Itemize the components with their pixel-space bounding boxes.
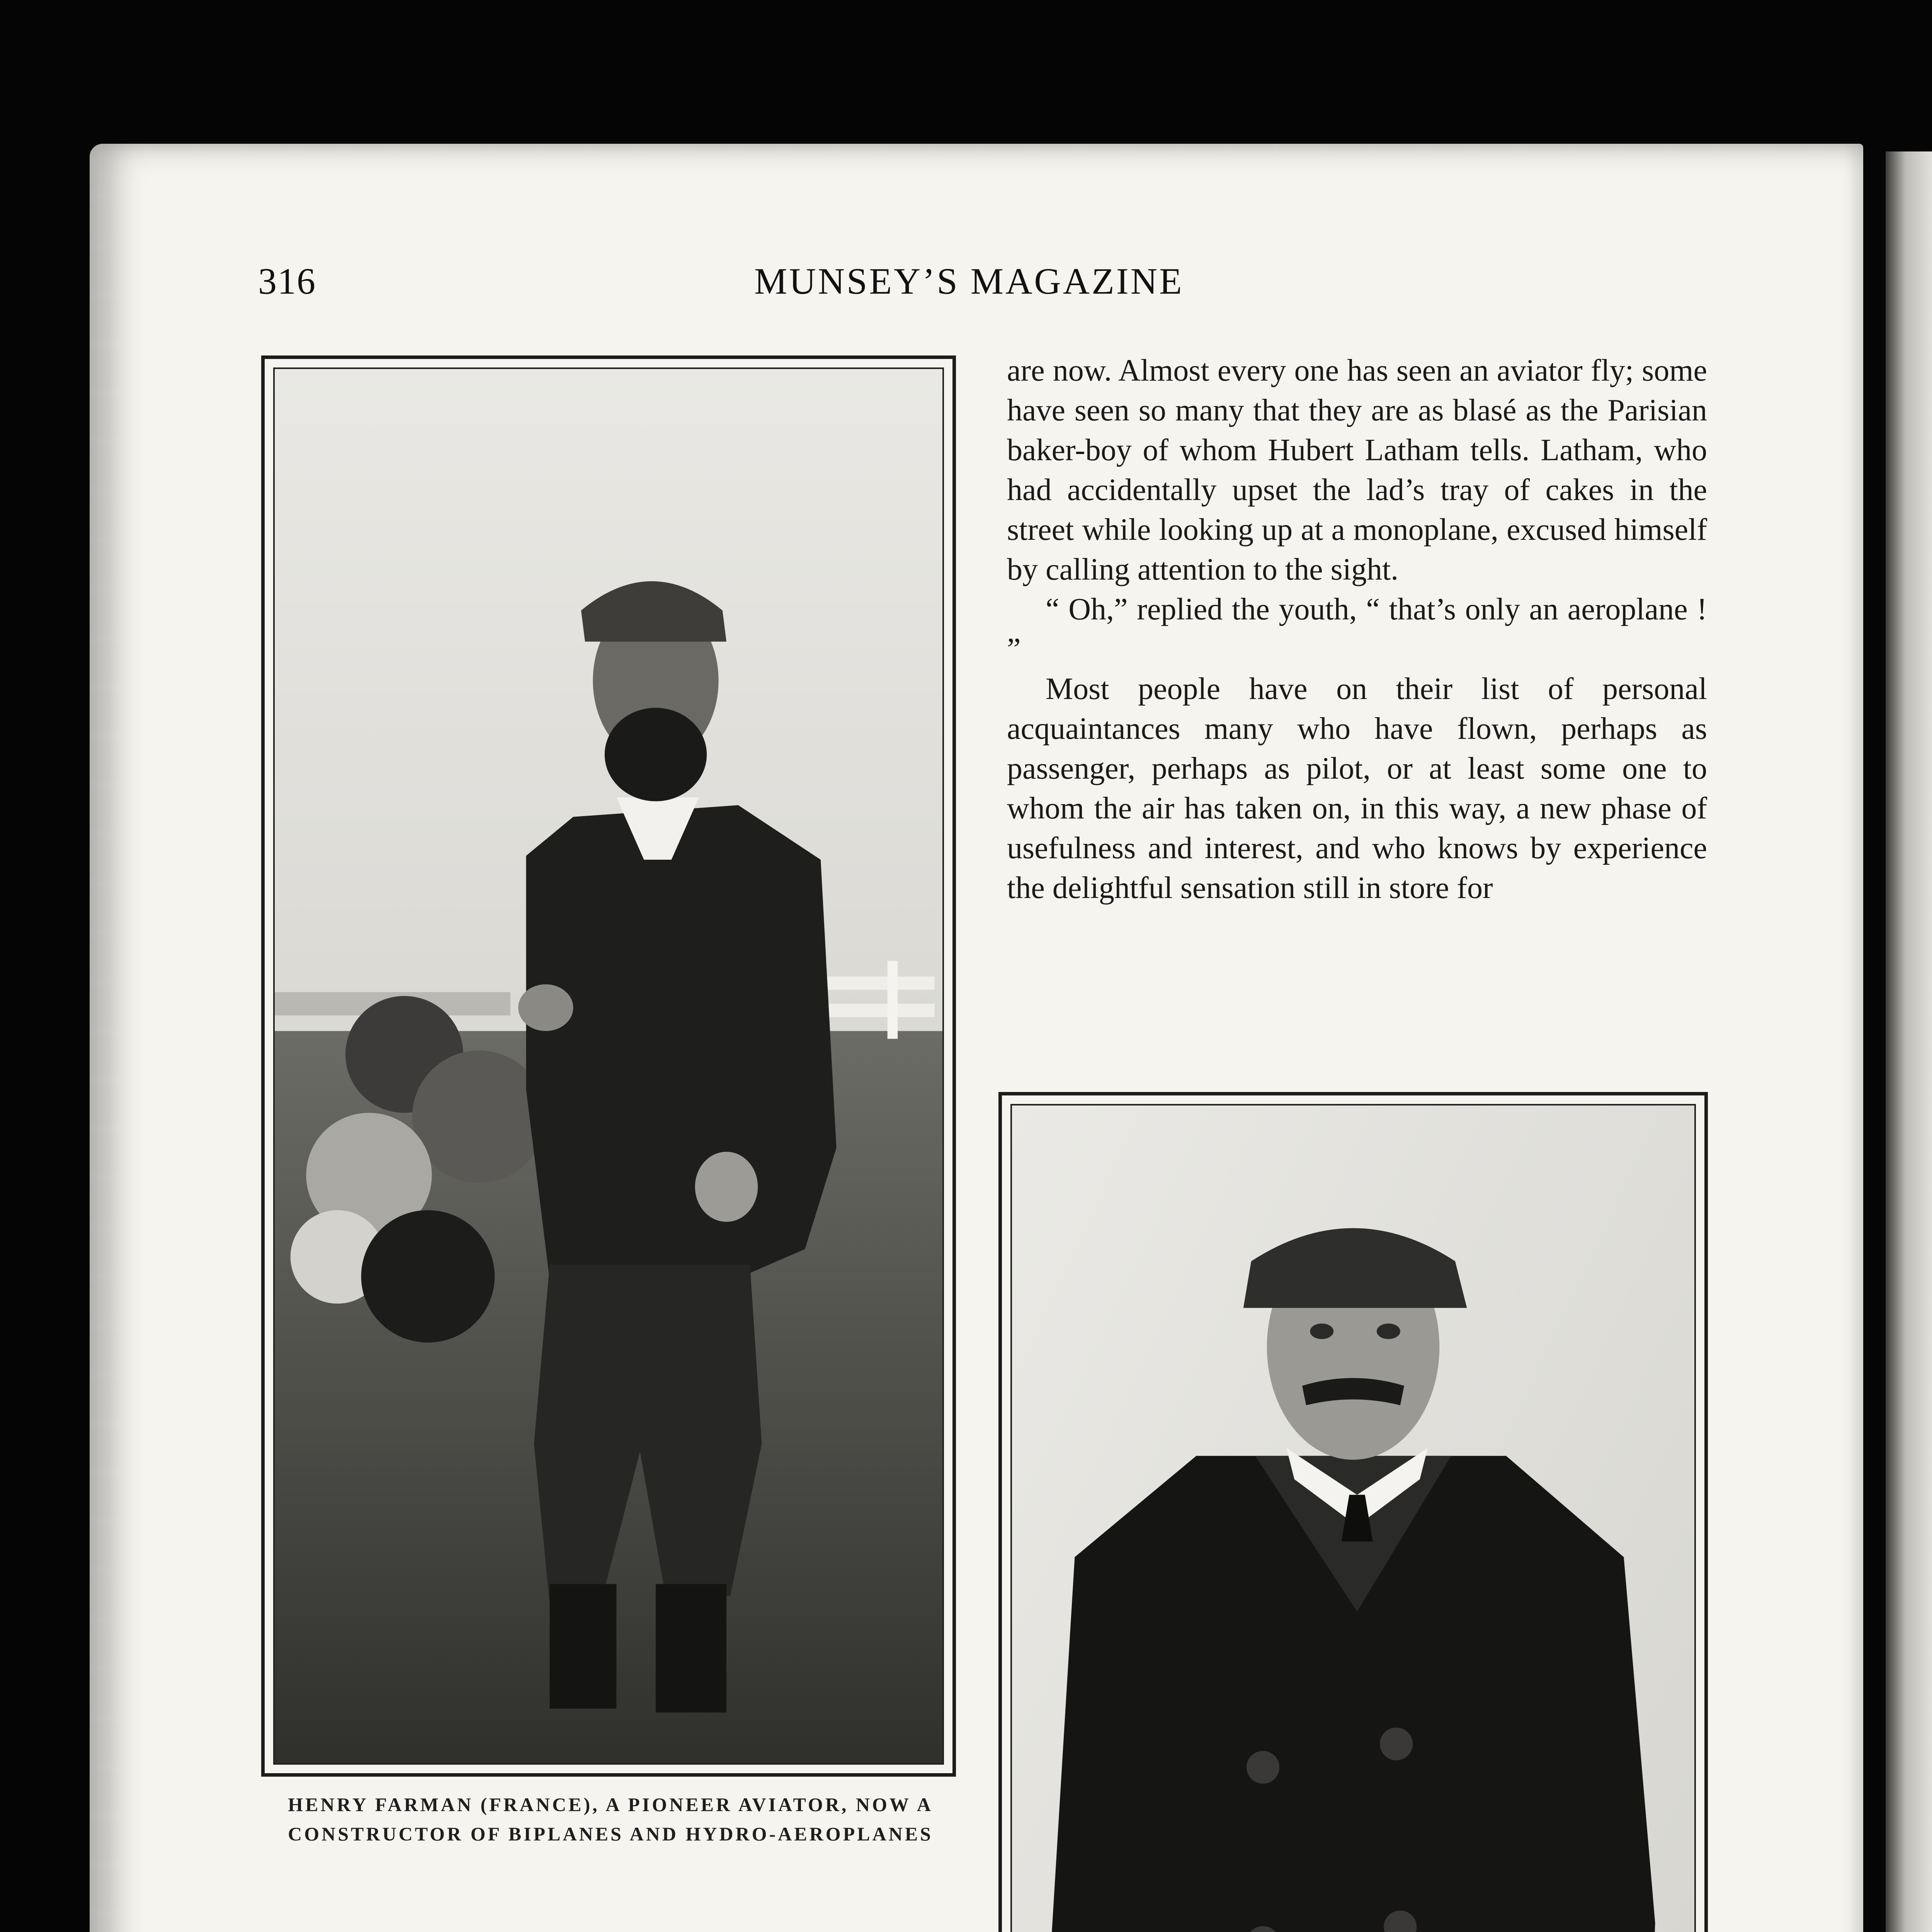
running-title: MUNSEY’S MAGAZINE <box>754 260 1184 302</box>
henry-farman-caption: HENRY FARMAN (FRANCE), A PIONEER AVIATOR, NOW A CONSTRUCTOR OF BIPLANES AND HYDRO-AEROPLANES <box>288 1794 933 1845</box>
henry-farman-photo-frame <box>261 355 956 1777</box>
paragraph: Most people have on their list of personal acquaintances many who have flown, perhaps as passenger, perhaps as pilot, or at least some one to whom the air has taken on, in this way, a new phase of usefulness and interest, and who knows by experience the delightful sensation still in store for <box>1007 672 1707 905</box>
paragraph: are now. Almost every one has seen an aviator fly; some have seen so many that they are as blasé as the Parisian baker-boy of whom Hubert Latham tells. Latham, who had accidentally upset the lad’s tray of cakes in the street while looking up at a monoplane, excused himself by calling attention to the sight. <box>1007 354 1707 587</box>
henry-farman-photo <box>273 367 944 1765</box>
facing-page-edge <box>1886 151 1932 1932</box>
paragraph <box>246 1930 946 1932</box>
left-column-text <box>246 1930 946 1932</box>
page-number: 316 <box>258 260 316 302</box>
maurice-farman-photo <box>1010 1104 1696 1932</box>
paragraph: “ Oh,” replied the youth, “ that’s only an aeroplane ! ” <box>1007 592 1707 666</box>
maurice-farman-photo-frame <box>998 1092 1708 1932</box>
right-column-text <box>1007 351 1707 908</box>
